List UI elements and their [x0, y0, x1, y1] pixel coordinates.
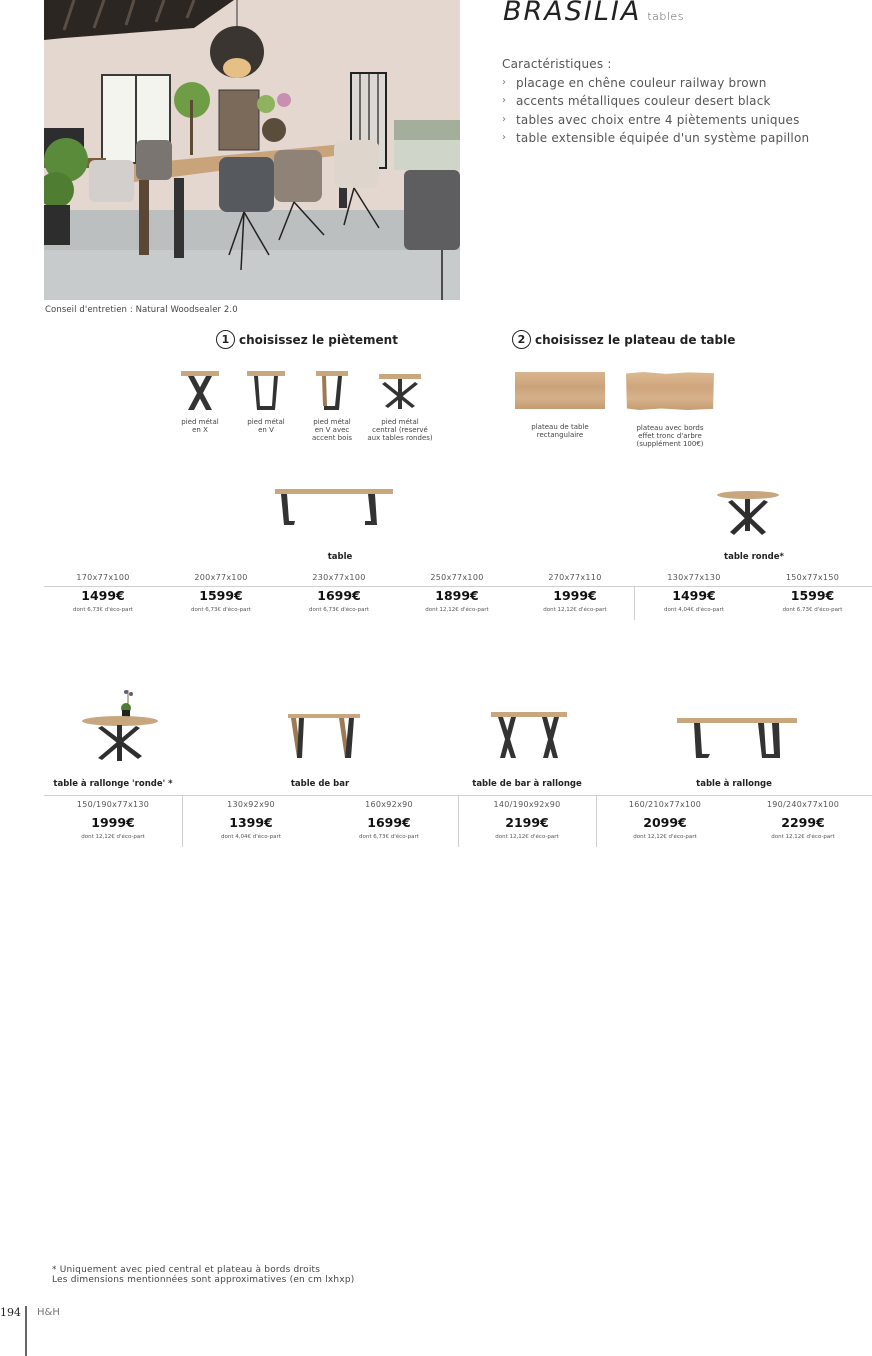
chevron-right-icon: › [502, 113, 507, 125]
step-number-circle: 2 [512, 330, 531, 349]
live-edge-top-swatch [626, 372, 714, 410]
feature-item: › table extensible équipée d'un système papillon [502, 129, 809, 148]
group-label-round-extendable: table à rallonge 'ronde' * [53, 779, 173, 789]
chevron-right-icon: › [502, 95, 507, 106]
chevron-right-icon: › [502, 132, 507, 143]
product-category: tables [647, 10, 684, 23]
leg-option-v[interactable]: pied métal en V [236, 370, 296, 434]
step2-heading: 2 choisissez le plateau de table [512, 330, 735, 349]
central-leg-icon [377, 370, 423, 412]
group-label-bar-table: table de bar [290, 779, 350, 789]
product-title [503, 0, 684, 27]
price-cell: 250x77x100 1899€ dont 12,12€ d'éco-part [425, 573, 489, 613]
price-cell: 150/190x77x130 1999€ dont 12,12€ d'éco-part [76, 800, 150, 840]
price-cell: 170x77x100 1499€ dont 6,73€ d'éco-part [73, 573, 133, 613]
product-name: BRASILIA [503, 0, 642, 27]
price-cell: 230x77x100 1699€ dont 6,73€ d'éco-part [309, 573, 369, 613]
price-cell: 270x77x110 1999€ dont 12,12€ d'éco-part [543, 573, 607, 613]
bar-table-image [287, 712, 361, 762]
leg-option-x[interactable]: pied métal en X [170, 370, 230, 434]
feature-item: › tables avec choix entre 4 piètements uniques [502, 111, 809, 130]
price-cell: 160x92x90 1699€ dont 6,73€ d'éco-part [359, 800, 419, 840]
footnote: * Uniquement avec pied central et plateau à bords droits Les dimensions mentionnées sont approximatives (en cm lxhxp) [52, 1265, 355, 1285]
price-cell: 130x92x90 1399€ dont 4,04€ d'éco-part [221, 800, 281, 840]
feature-item: › accents métalliques couleur desert black [502, 92, 809, 111]
v-leg-icon [246, 370, 286, 412]
price-cell: 150x77x150 1599€ dont 6,73€ d'éco-part [782, 573, 843, 613]
rectangular-top-swatch [515, 372, 605, 409]
step1-heading: 1 choisissez le piètement [216, 330, 398, 349]
group-label-bar-extendable: table de bar à rallonge [472, 779, 582, 789]
top-option-live-edge[interactable]: plateau avec bords effet tronc d'arbre (supplément 100€) [622, 372, 718, 448]
top-option-rectangular[interactable]: plateau de table rectangulaire [512, 372, 608, 439]
v-leg-wood-icon [312, 370, 352, 412]
features-label: Caractéristiques : [502, 57, 612, 71]
footer-divider [25, 1306, 27, 1356]
leg-option-central[interactable]: pied métal central (reservé aux tables rondes) [360, 370, 440, 442]
table-product-image [273, 487, 395, 527]
group-label-extendable: table à rallonge [696, 779, 772, 789]
page-number: 194 [0, 1306, 21, 1319]
price-cell: 130x77x130 1499€ dont 4,04€ d'éco-part [664, 573, 724, 613]
x-leg-icon [180, 370, 220, 412]
features-list [502, 55, 809, 148]
bar-extendable-table-image [490, 710, 568, 762]
group-label-table: table [327, 552, 353, 562]
hero-photo [44, 0, 460, 300]
group-label-round-table: table ronde* [724, 552, 784, 562]
price-cell: 160/210x77x100 2099€ dont 12,12€ d'éco-part [628, 800, 702, 840]
leg-option-v-wood[interactable]: pied métal en V avec accent bois [302, 370, 362, 442]
round-table-product-image [716, 490, 780, 536]
price-cell: 200x77x100 1599€ dont 6,73€ d'éco-part [191, 573, 251, 613]
price-cell: 140/190x92x90 2199€ dont 12,12€ d'éco-part [493, 800, 561, 840]
extendable-table-image [676, 716, 798, 762]
feature-item: › placage en chêne couleur railway brown [502, 74, 809, 93]
chevron-right-icon: › [502, 76, 507, 88]
maintenance-caption: Conseil d'entretien : Natural Woodsealer 2.0 [45, 305, 238, 315]
round-extendable-table-image [80, 688, 160, 764]
step-number-circle: 1 [216, 330, 235, 349]
brand-logo: H&H [37, 1307, 60, 1318]
price-cell: 190/240x77x100 2299€ dont 12,12€ d'éco-part [766, 800, 840, 840]
